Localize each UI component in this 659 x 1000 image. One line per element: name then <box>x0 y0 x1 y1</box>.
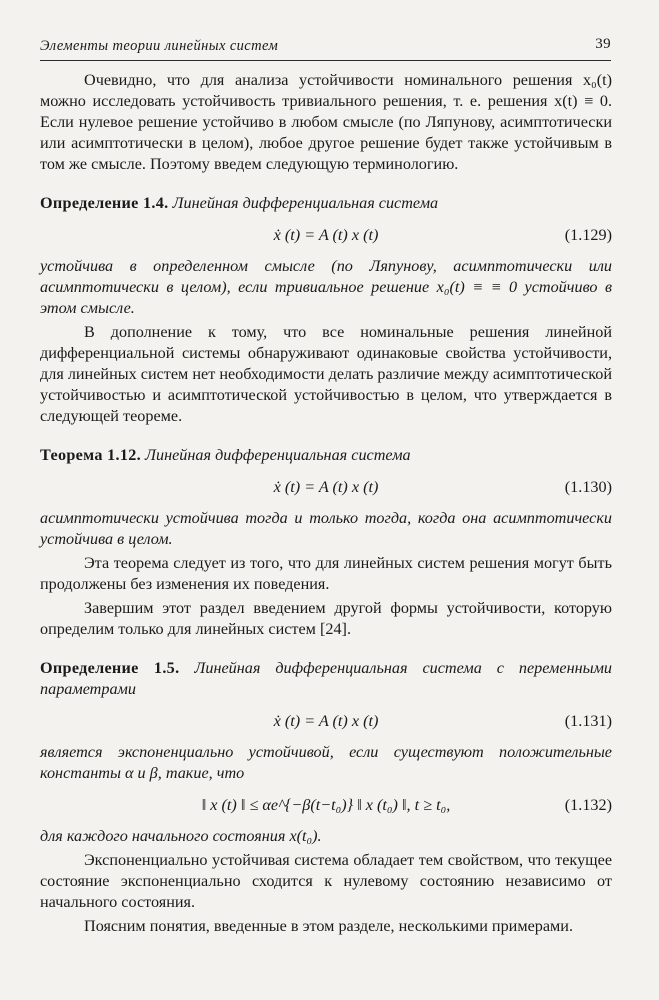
equation-1-131 <box>40 707 612 737</box>
theorem-1-12 <box>40 445 612 466</box>
running-header <box>40 36 611 61</box>
definition-continuation: устойчива в определенном смысле (по Ляпунову, асимптотически или асимптотически в целом), если тривиальное решение x₀(t) ≡ ≡ 0 устойчиво в этом смысле. <box>40 257 612 317</box>
equation-number: (1.130) <box>564 478 612 496</box>
definition-1-4 <box>40 193 612 214</box>
paragraph-intro: Очевидно, что для анализа устойчивости номинального решения x₀(t) можно исследовать устойчивость тривиального решения, т. е. решения x(t) ≡ 0. Если нулевое решение устойчиво в любом смысле (по Ляпунову, асимптотически или асимптотически в целом), любое другое решение будет также устойчивым в том же смысле. Поэтому введем следующую терминологию. <box>40 71 612 173</box>
equation-expr: ẋ (t) = A (t) x (t) <box>273 226 379 244</box>
paragraph-examples: Поясним понятия, введенные в этом разделе, несколькими примерами. <box>84 917 573 935</box>
definition-continuation: является экспоненциально устойчивой, если существуют положительные константы α и β, такие, что <box>40 743 612 782</box>
page-number: 39 <box>595 36 611 52</box>
equation-number: (1.132) <box>564 796 612 814</box>
equation-1-132 <box>40 791 612 821</box>
equation-expr: ẋ (t) = A (t) x (t) <box>273 478 379 496</box>
equation-number: (1.131) <box>564 712 612 730</box>
definition-text: Линейная дифференциальная система <box>172 194 439 212</box>
equation-1-129 <box>40 221 612 251</box>
definition-text: Линейная дифференциальная система с переменными параметрами <box>40 659 613 698</box>
running-title: Элементы теории линейных систем <box>40 38 279 54</box>
theorem-label: Теорема 1.12. <box>40 446 141 464</box>
equation-expr: ẋ (t) = A (t) x (t) <box>273 712 379 730</box>
text-body <box>40 70 612 937</box>
equation-1-130 <box>40 473 612 503</box>
equation-expr: ‖ x (t) ‖ ≤ αe^{−β(t−t₀)} ‖ x (t₀) ‖, t ≥ t₀, <box>201 796 451 814</box>
paragraph-addition: В дополнение к тому, что все номинальные решения линейной дифференциальной системы обнаруживают одинаковые свойства устойчивости, для линейных систем нет необходимости делать различие между асимптотической устойчивостью и асимптотической устойчивостью в целом, что утверждается в следующей теореме. <box>40 323 612 425</box>
paragraph-conclusion: Завершим этот раздел введением другой формы устойчивости, которую определим только для линейных систем [24]. <box>40 599 612 638</box>
definition-1-5 <box>40 658 612 700</box>
theorem-continuation: асимптотически устойчива тогда и только тогда, когда она асимптотически устойчива в целом. <box>40 509 612 548</box>
paragraph-exponential: Экспоненциально устойчивая система обладает тем свойством, что текущее состояние экспоненциально сходится к нулевому состоянию независимо от начального состояния. <box>40 851 612 911</box>
paragraph-theorem-note: Эта теорема следует из того, что для линейных систем решения могут быть продолжены без изменения их поведения. <box>40 554 612 593</box>
theorem-text: Линейная дифференциальная система <box>145 446 411 464</box>
equation-number: (1.129) <box>564 226 612 244</box>
definition-label: Определение 1.5. <box>40 659 180 677</box>
definition-end: для каждого начального состояния x(t₀). <box>40 827 322 845</box>
definition-label: Определение 1.4. <box>40 194 169 212</box>
